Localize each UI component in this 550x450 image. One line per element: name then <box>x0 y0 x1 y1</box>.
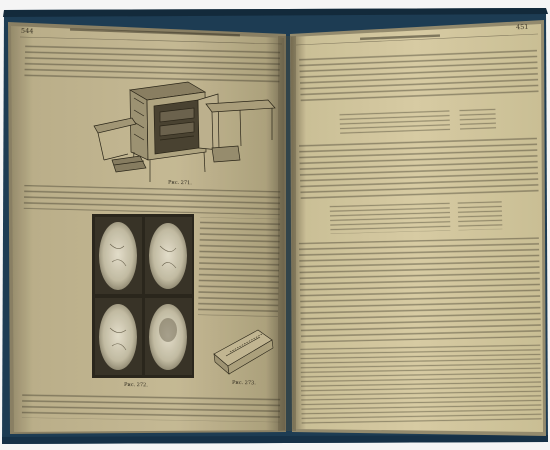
incubator-caption: Рис. 271. <box>167 179 192 187</box>
wedge-caption: Рис. 273. <box>231 379 256 387</box>
left-page-number: 544 <box>20 26 34 36</box>
right-page-number: 451 <box>515 22 529 32</box>
eggs-caption: Рис. 272. <box>123 381 148 389</box>
